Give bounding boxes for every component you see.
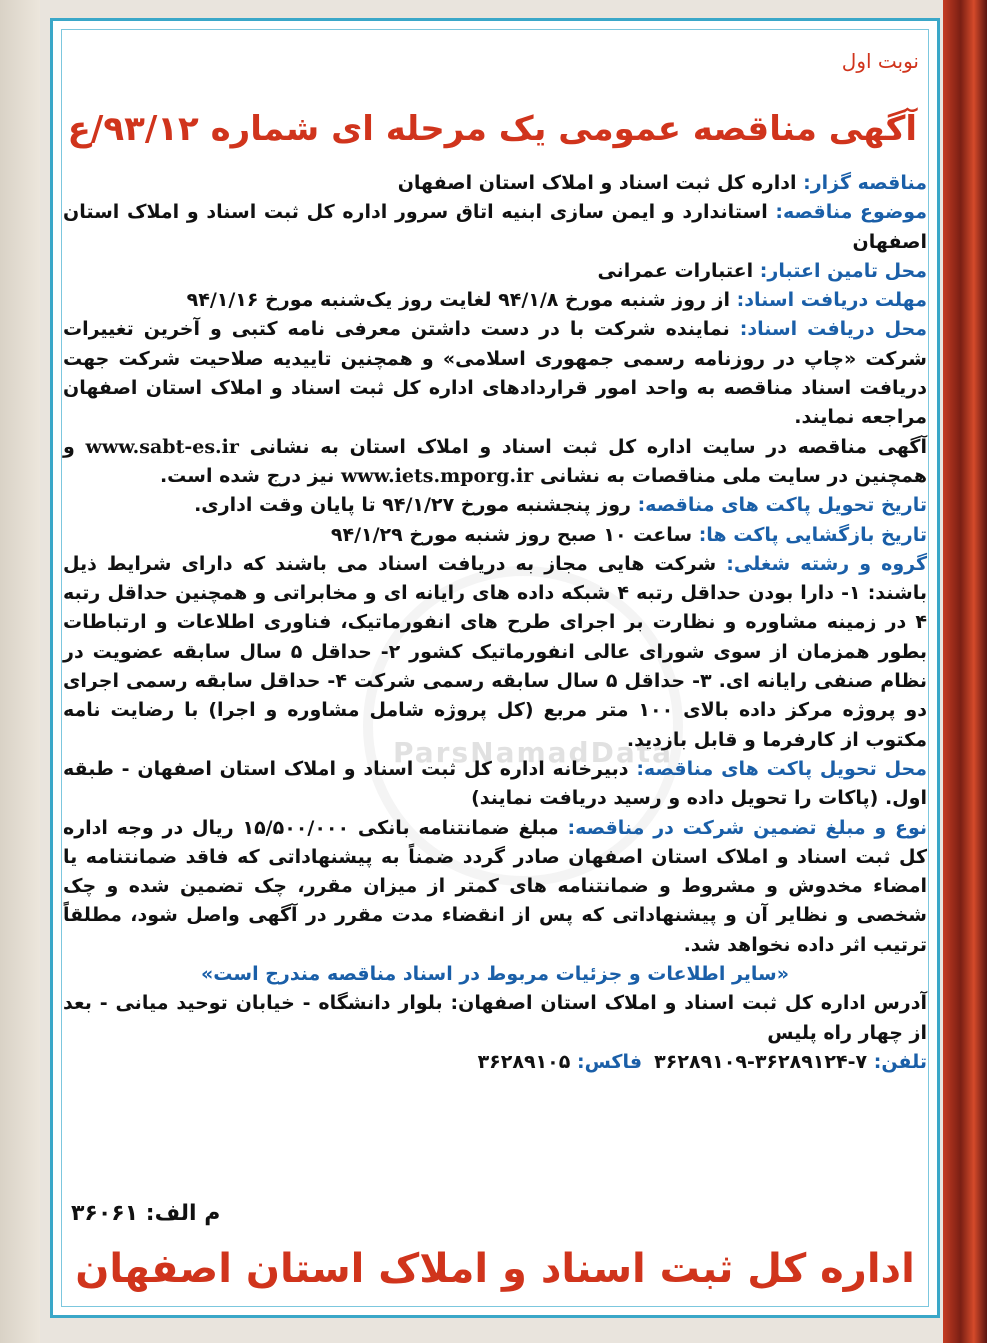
field-funding: محل تامین اعتبار: اعتبارات عمرانی bbox=[597, 259, 927, 282]
field-opening-date: تاریخ بازگشایی پاکت ها: ساعت ۱۰ صبح روز شنبه مورخ ۹۴/۱/۲۹ bbox=[330, 523, 927, 546]
issuer-footer: اداره کل ثبت اسناد و املاک استان اصفهان bbox=[75, 1246, 915, 1292]
website-link-sabt[interactable]: www.sabt-es.ir bbox=[85, 435, 239, 458]
adjacent-page-edge bbox=[943, 0, 987, 1343]
tender-notice bbox=[50, 18, 940, 1318]
notice-round: نوبت اول bbox=[841, 49, 919, 73]
contact-line: تلفن: ۷-۳۶۲۸۹۱۲۴-۳۶۲۸۹۱۰۹ فاکس: ۳۶۲۸۹۱۰۵ bbox=[477, 1050, 927, 1073]
paper-edge-left bbox=[0, 0, 40, 1343]
field-subject: موضوع مناقصه: استاندارد و ایمن سازی ابنیه اتاق سرور اداره کل ثبت اسناد و املاک استان اصفهان bbox=[63, 201, 927, 253]
reference-number: م الف: ۳۶۰۶۱ bbox=[71, 1201, 221, 1226]
field-delivery-location: محل تحویل پاکت های مناقصه: دبیرخانه اداره کل ثبت اسناد و املاک استان اصفهان - طبقه اول. (پاکات را تحویل داده و رسید دریافت نمایند) bbox=[63, 757, 927, 810]
field-websites: آگهی مناقصه در سایت اداره کل ثبت اسناد و املاک استان به نشانی www.sabt-es.ir و همچنین در سایت ملی مناقصات به نشانی www.iets.mporg.ir نیز درج شده است. bbox=[63, 435, 927, 487]
field-delivery-date: تاریخ تحویل پاکت های مناقصه: روز پنجشنبه مورخ ۹۴/۱/۲۷ تا پایان وقت اداری. bbox=[194, 494, 927, 517]
field-eligibility: گروه و رشته شغلی: شرکت هایی مجاز به دریافت اسناد می باشند که دارای شرایط ذیل باشند: ۱- دارا بودن حداقل رتبه ۴ شبکه داده های رایانه ای و مخابراتی و همچنین حداقل رتبه ۴ در زمینه مشاوره و نظارت بر اجرای طرح های انفورماتیک، فناوری اطلاعات و ارتباطات بطور همزمان از سوی شورای عالی انفورماتیک کشور ۲- حداقل ۵ سال سابقه عضویت در نظام صنفی رایانه ای. ۳- حداقل ۵ سال سابقه رسمی شرکت ۴- حداقل سابقه رسمی اجرای دو پروژه مرکز داده بالای ۱۰۰ متر مربع (کل پروژه شامل مشاوره و اجرا) با رضایت نامه مکتوب از کارفرما و قابل بازدید. bbox=[63, 552, 928, 751]
website-link-iets[interactable]: www.iets.mporg.ir bbox=[340, 464, 534, 487]
other-info-line: «سایر اطلاعات و جزئیات مربوط در اسناد مناقصه مندرج است» bbox=[201, 963, 789, 986]
notice-body bbox=[63, 169, 927, 1077]
field-tenderer: مناقصه گزار: اداره کل ثبت اسناد و املاک استان اصفهان bbox=[397, 172, 927, 194]
field-guarantee: نوع و مبلغ تضمین شرکت در مناقصه: مبلغ ضمانتنامه بانکی ۱۵/۵۰۰/۰۰۰ ریال در وجه اداره کل ثبت اسناد و املاک استان اصفهان صادر گردد ضمناً به پیشنهاداتی که فاقد ضمانتنامه یا امضاء مخدوش و مشروط و ضمانتنامه های کمتر از میزان مقرر، چک تضمین شده و چک شخصی و نظایر آن و پیشنهاداتی که پس از انقضاء مدت مقرر در آگهی واصل شود، مطلقاً ترتیب اثر داده نخواهد شد. bbox=[63, 816, 928, 956]
watermark-text: ParsNamadData bbox=[393, 736, 673, 769]
field-doc-location: محل دریافت اسناد: نماینده شرکت با در دست داشتن معرفی نامه کتبی و آخرین تغییرات شرکت «چاپ در روزنامه رسمی جمهوری اسلامی» و همچنین تاییدیه صلاحیت شرکت جهت دریافت اسناد مناقصه به واحد امور قراردادهای اداره کل ثبت اسناد و املاک استان اصفهان مراجعه نمایند. bbox=[63, 318, 927, 429]
field-deadline: مهلت دریافت اسناد: از روز شنبه مورخ ۹۴/۱/۸ لغایت روز یک‌شنبه مورخ ۹۴/۱/۱۶ bbox=[186, 289, 927, 312]
address-line: آدرس اداره کل ثبت اسناد و املاک استان اصفهان: بلوار دانشگاه - خیابان توحید میانی - بعد از چهار راه پلیس bbox=[63, 992, 927, 1044]
notice-title: آگهی مناقصه عمومی یک مرحله ای شماره ۹۳/۱۲/ع bbox=[67, 109, 917, 149]
